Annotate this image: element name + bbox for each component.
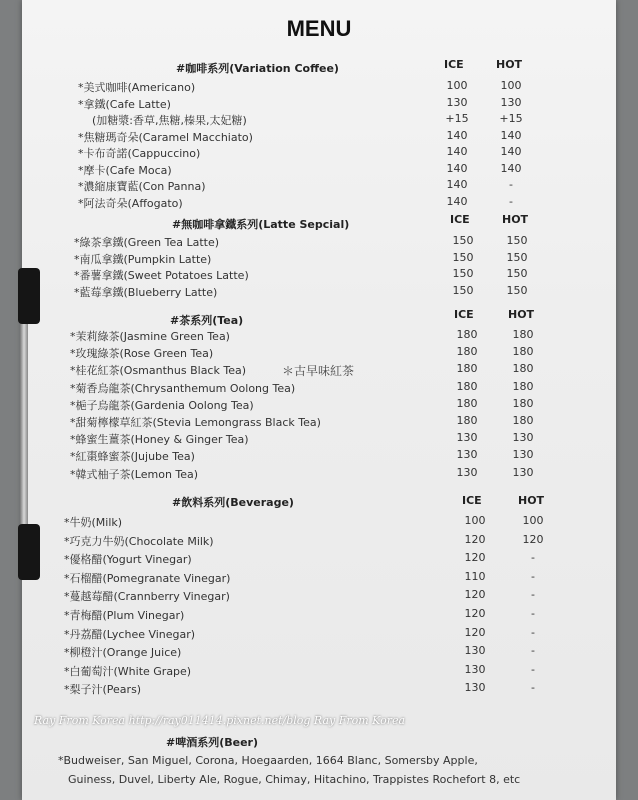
menu-item-hot-price: 180 [512, 414, 534, 427]
menu-item-name: *摩卡(Cafe Moca) [78, 163, 172, 177]
menu-item-ice-price: 120 [464, 625, 486, 639]
menu-item-hot-price: 140 [500, 161, 522, 175]
menu-item-ice-price: 120 [464, 551, 486, 565]
menu-item-ice-price: 100 [464, 514, 486, 527]
ice-column-header: ICE [450, 213, 470, 226]
menu-item-row [70, 380, 630, 397]
menu-item-ice-price: 140 [446, 145, 468, 158]
menu-item-name: *紅棗蜂蜜茶(Jujube Tea) [70, 450, 195, 464]
menu-item-name: *巧克力牛奶(Chocolate Milk) [64, 534, 214, 548]
menu-item-ice-price: 120 [464, 532, 486, 546]
menu-item-hot-price: - [531, 625, 535, 639]
menu-item-ice-price: 120 [464, 607, 486, 620]
menu-item-ice-price: 100 [446, 79, 468, 92]
menu-item-ice-price: 180 [456, 328, 478, 341]
menu-item-ice-price: 130 [456, 448, 478, 462]
menu-item-name: *卡布奇諾(Cappuccino) [78, 147, 201, 160]
menu-item-row [78, 96, 638, 113]
beer-list-line-2: Guiness, Duvel, Liberty Ale, Rogue, Chimay, Hitachino, Trappistes Rochefort 8, etc [68, 773, 521, 786]
beer-section-title: #啤酒系列(Beer) [166, 736, 259, 749]
menu-item-name: *南瓜拿鐵(Pumpkin Latte) [74, 252, 212, 266]
menu-item-ice-price: 180 [456, 396, 478, 410]
menu-item-row [70, 397, 630, 414]
menu-item-row [74, 234, 634, 251]
menu-item-row [70, 345, 630, 362]
menu-item-ice-price: 180 [456, 379, 478, 393]
menu-item-name: *玫瑰綠茶(Rose Green Tea) [70, 347, 214, 361]
beer-list-line-1: *Budweiser, San Miguel, Corona, Hoegaarden, 1664 Blanc, Somersby Apple, [58, 754, 478, 767]
menu-item-name: (加糖漿:香草,焦糖,榛果,太妃糖) [92, 114, 247, 127]
menu-item-ice-price: 130 [446, 95, 468, 109]
menu-item-row [74, 251, 634, 268]
menu-item-name: *青梅醋(Plum Vinegar) [64, 609, 185, 622]
menu-item-ice-price: 130 [456, 465, 478, 479]
menu-item-row [74, 284, 634, 301]
menu-item-row [64, 644, 624, 661]
menu-item-hot-price: 150 [506, 234, 528, 247]
menu-item-row [78, 178, 638, 195]
menu-item-hot-price: 130 [512, 465, 534, 479]
menu-item-ice-price: 130 [464, 681, 486, 695]
menu-item-row [78, 79, 638, 96]
menu-item-name: *拿鐵(Cafe Latte) [78, 97, 171, 111]
menu-item-name: *韓式柚子茶(Lemon Tea) [70, 467, 199, 481]
menu-item-row [70, 414, 630, 431]
menu-item-hot-price: - [509, 178, 513, 191]
menu-item-name: *焦糖瑪奇朵(Caramel Macchiato) [78, 130, 253, 144]
menu-item-ice-price: 180 [456, 345, 478, 359]
menu-item-row [70, 328, 630, 345]
menu-item-hot-price: 130 [512, 431, 534, 445]
menu-item-name: *藍莓拿鐵(Blueberry Latte) [74, 285, 218, 299]
menu-item-ice-price: 140 [446, 194, 468, 208]
menu-item-row [64, 551, 624, 568]
menu-item-hot-price: - [531, 588, 535, 602]
menu-item-name: *蜂蜜生薑茶(Honey & Ginger Tea) [70, 433, 249, 447]
menu-item-row [78, 162, 638, 179]
menu-item-hot-price: - [531, 662, 535, 676]
menu-item-ice-price: 150 [452, 234, 474, 247]
menu-item-ice-price: 110 [464, 569, 486, 583]
menu-item-ice-price: 140 [446, 161, 468, 175]
menu-item-row [78, 195, 638, 212]
menu-item-name: *綠茶拿鐵(Green Tea Latte) [74, 236, 220, 249]
watermark: Ray From Korea http://ray011414.pixnet.net/blog Ray From Korea [34, 714, 406, 727]
menu-item-hot-price: - [531, 551, 535, 565]
menu-item-ice-price: 140 [446, 178, 468, 191]
menu-item-ice-price: 150 [452, 250, 474, 264]
menu-item-hot-price: 140 [500, 145, 522, 158]
menu-item-ice-price: 180 [456, 362, 478, 376]
menu-item-ice-price: 120 [464, 588, 486, 602]
menu-item-row [74, 267, 634, 284]
menu-item-hot-price: - [531, 607, 535, 620]
menu-item-row [78, 112, 638, 129]
section-title: #飲料系列(Beverage) [172, 496, 294, 509]
menu-item-name: *番薯拿鐵(Sweet Potatoes Latte) [74, 269, 249, 282]
ice-column-header: ICE [454, 308, 474, 321]
menu-item-row [70, 431, 630, 448]
menu-item-row [70, 448, 630, 465]
menu-item-name: *梔子烏龍茶(Gardenia Oolong Tea) [70, 398, 254, 412]
menu-item-hot-price: - [509, 194, 513, 208]
menu-item-ice-price: 130 [464, 662, 486, 676]
menu-item-name: *柳橙汁(Orange Juice) [64, 646, 182, 660]
menu-item-name: *桂花紅茶(Osmanthus Black Tea) [70, 364, 246, 378]
menu-item-hot-price: 150 [506, 267, 528, 280]
section-title: #咖啡系列(Variation Coffee) [176, 62, 339, 75]
menu-item-row [78, 145, 638, 162]
menu-item-hot-price: 100 [500, 79, 522, 92]
menu-item-hot-price: 180 [512, 328, 534, 341]
menu-item-row [70, 466, 630, 483]
menu-item-hot-price: 180 [512, 396, 534, 410]
menu-item-name: *茉莉綠茶(Jasmine Green Tea) [70, 330, 230, 343]
menu-item-hot-price: - [531, 569, 535, 583]
menu-item-name: *菊香烏龍茶(Chrysanthemum Oolong Tea) [70, 381, 296, 395]
menu-item-row [64, 626, 624, 643]
menu-item-row [64, 588, 624, 605]
hot-column-header: HOT [502, 213, 529, 226]
menu-item-name: *石榴醋(Pomegranate Vinegar) [64, 571, 231, 585]
menu-item-hot-price: 180 [512, 345, 534, 359]
menu-item-name: *牛奶(Milk) [64, 516, 123, 529]
binder-clip-top [18, 268, 40, 324]
hot-column-header: HOT [508, 308, 535, 321]
menu-item-name: *甜菊檸檬草紅茶(Stevia Lemongrass Black Tea) [70, 416, 321, 429]
section-title: #無咖啡拿鐵系列(Latte Sepcial) [172, 218, 350, 231]
menu-item-row [64, 514, 624, 531]
ice-column-header: ICE [462, 494, 482, 507]
menu-item-hot-price: 150 [506, 283, 528, 297]
menu-item-ice-price: 130 [464, 644, 486, 658]
ice-column-header: ICE [444, 58, 464, 71]
menu-item-ice-price: 150 [452, 267, 474, 280]
menu-item-hot-price: 150 [506, 250, 528, 264]
menu-item-name: *阿法奇朵(Affogato) [78, 196, 183, 210]
menu-item-name: *蔓越莓醋(Crannberry Vinegar) [64, 590, 230, 604]
menu-item-hot-price: 180 [512, 379, 534, 393]
menu-item-hot-price: 100 [522, 514, 544, 527]
handwritten-note: ＊古早味紅茶 [282, 364, 355, 378]
menu-item-name: *丹荔醋(Lychee Vinegar) [64, 627, 196, 641]
menu-item-hot-price: - [531, 681, 535, 695]
menu-item-hot-price: +15 [499, 112, 523, 125]
menu-item-hot-price: 180 [512, 362, 534, 376]
menu-item-row [64, 681, 624, 698]
menu-item-name: *濃縮康寶藍(Con Panna) [78, 180, 206, 193]
menu-item-row [64, 607, 624, 624]
section-title: #茶系列(Tea) [170, 314, 244, 327]
menu-item-hot-price: 120 [522, 532, 544, 546]
menu-title: MENU [286, 16, 352, 41]
menu-item-ice-price: +15 [445, 112, 469, 125]
menu-item-name: *白葡萄汁(White Grape) [64, 664, 192, 678]
binder-clip-bottom [18, 524, 40, 580]
hot-column-header: HOT [496, 58, 523, 71]
menu-item-ice-price: 150 [452, 283, 474, 297]
menu-item-ice-price: 140 [446, 128, 468, 142]
hot-column-header: HOT [518, 494, 545, 507]
menu-item-ice-price: 180 [456, 414, 478, 427]
menu-item-hot-price: - [531, 644, 535, 658]
menu-item-hot-price: 140 [500, 128, 522, 142]
menu-item-name: *美式咖啡(Americano) [78, 81, 196, 94]
menu-item-row [64, 533, 624, 550]
menu-item-row [64, 570, 624, 587]
menu-item-hot-price: 130 [500, 95, 522, 109]
menu-item-name: *梨子汁(Pears) [64, 683, 142, 697]
menu-item-row [64, 663, 624, 680]
menu-item-ice-price: 130 [456, 431, 478, 445]
menu-item-name: *優格醋(Yogurt Vinegar) [64, 553, 192, 567]
menu-item-hot-price: 130 [512, 448, 534, 462]
menu-item-row [78, 129, 638, 146]
